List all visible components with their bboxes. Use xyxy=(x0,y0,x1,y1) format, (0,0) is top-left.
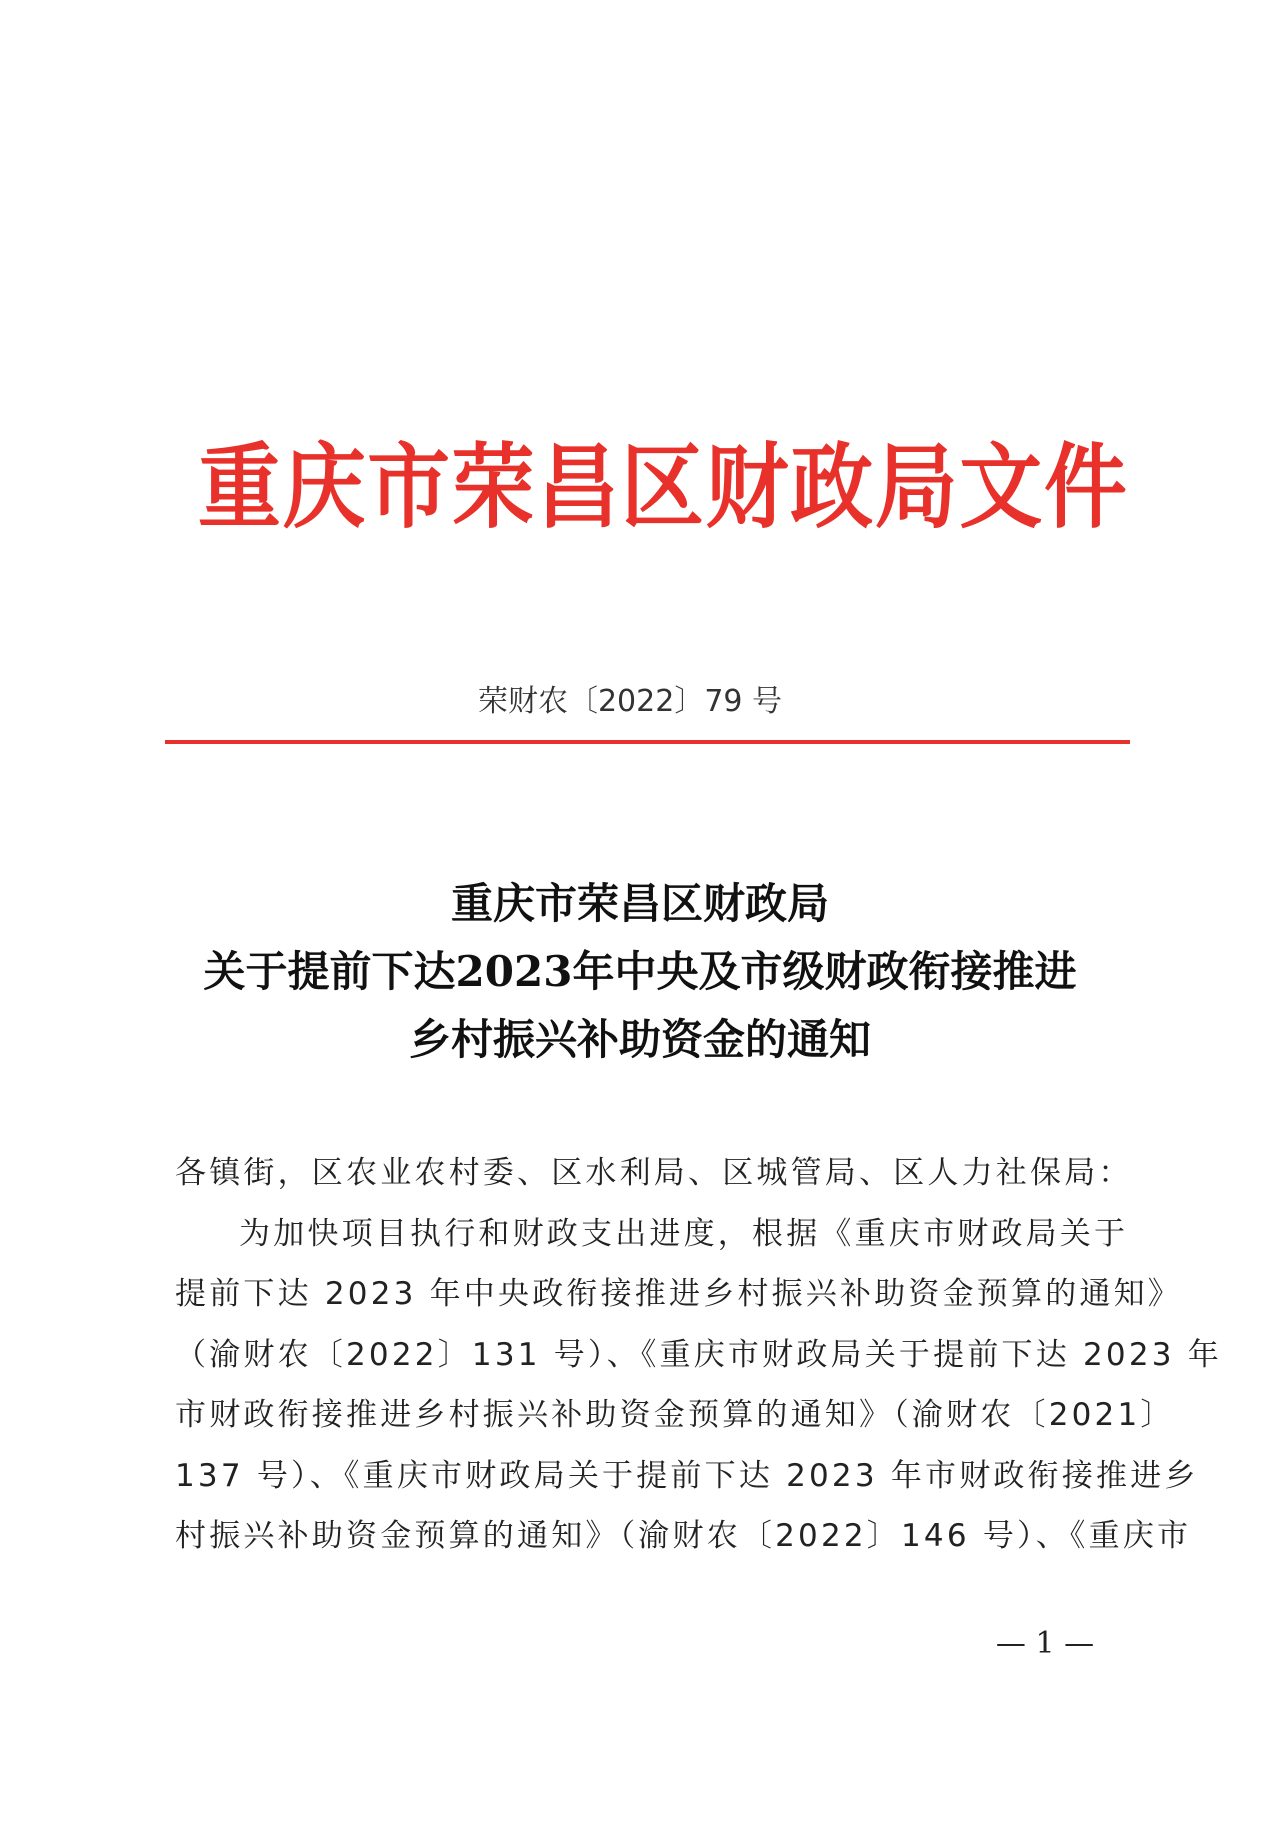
body-line: （渝财农〔2022〕131 号）、《重庆市财政局关于提前下达 2023 年 xyxy=(175,1336,1222,1373)
recipients-line: 各镇街，区农业农村委、区水利局、区城管局、区人力社保局： xyxy=(175,1155,1133,1191)
red-separator-line xyxy=(165,740,1130,744)
notice-body xyxy=(175,1143,1222,1567)
title-line-3: 乡村振兴补助资金的通知 xyxy=(408,1015,871,1064)
body-line: 市财政衔接推进乡村振兴补助资金预算的通知》（渝财农〔2021〕 xyxy=(175,1397,1175,1433)
document-masthead: 重庆市荣昌区财政局文件 xyxy=(198,434,1129,541)
page-number: — 1 — xyxy=(995,1626,1095,1661)
body-line: 为加快项目执行和财政支出进度，根据《重庆市财政局关于 xyxy=(239,1215,1129,1252)
notice-title xyxy=(150,870,1130,1074)
title-line-2: 关于提前下达2023年中央及市级财政衔接推进 xyxy=(203,947,1077,996)
title-line-1: 重庆市荣昌区财政局 xyxy=(450,879,829,928)
body-line: 提前下达 2023 年中央政衔接推进乡村振兴补助资金预算的通知》 xyxy=(175,1276,1182,1312)
body-line: 村振兴补助资金预算的通知》（渝财农〔2022〕146 号）、《重庆市 xyxy=(175,1518,1192,1554)
body-line: 137 号）、《重庆市财政局关于提前下达 2023 年市财政衔接推进乡 xyxy=(175,1457,1199,1494)
document-number: 荣财农〔2022〕79 号 xyxy=(477,684,783,719)
